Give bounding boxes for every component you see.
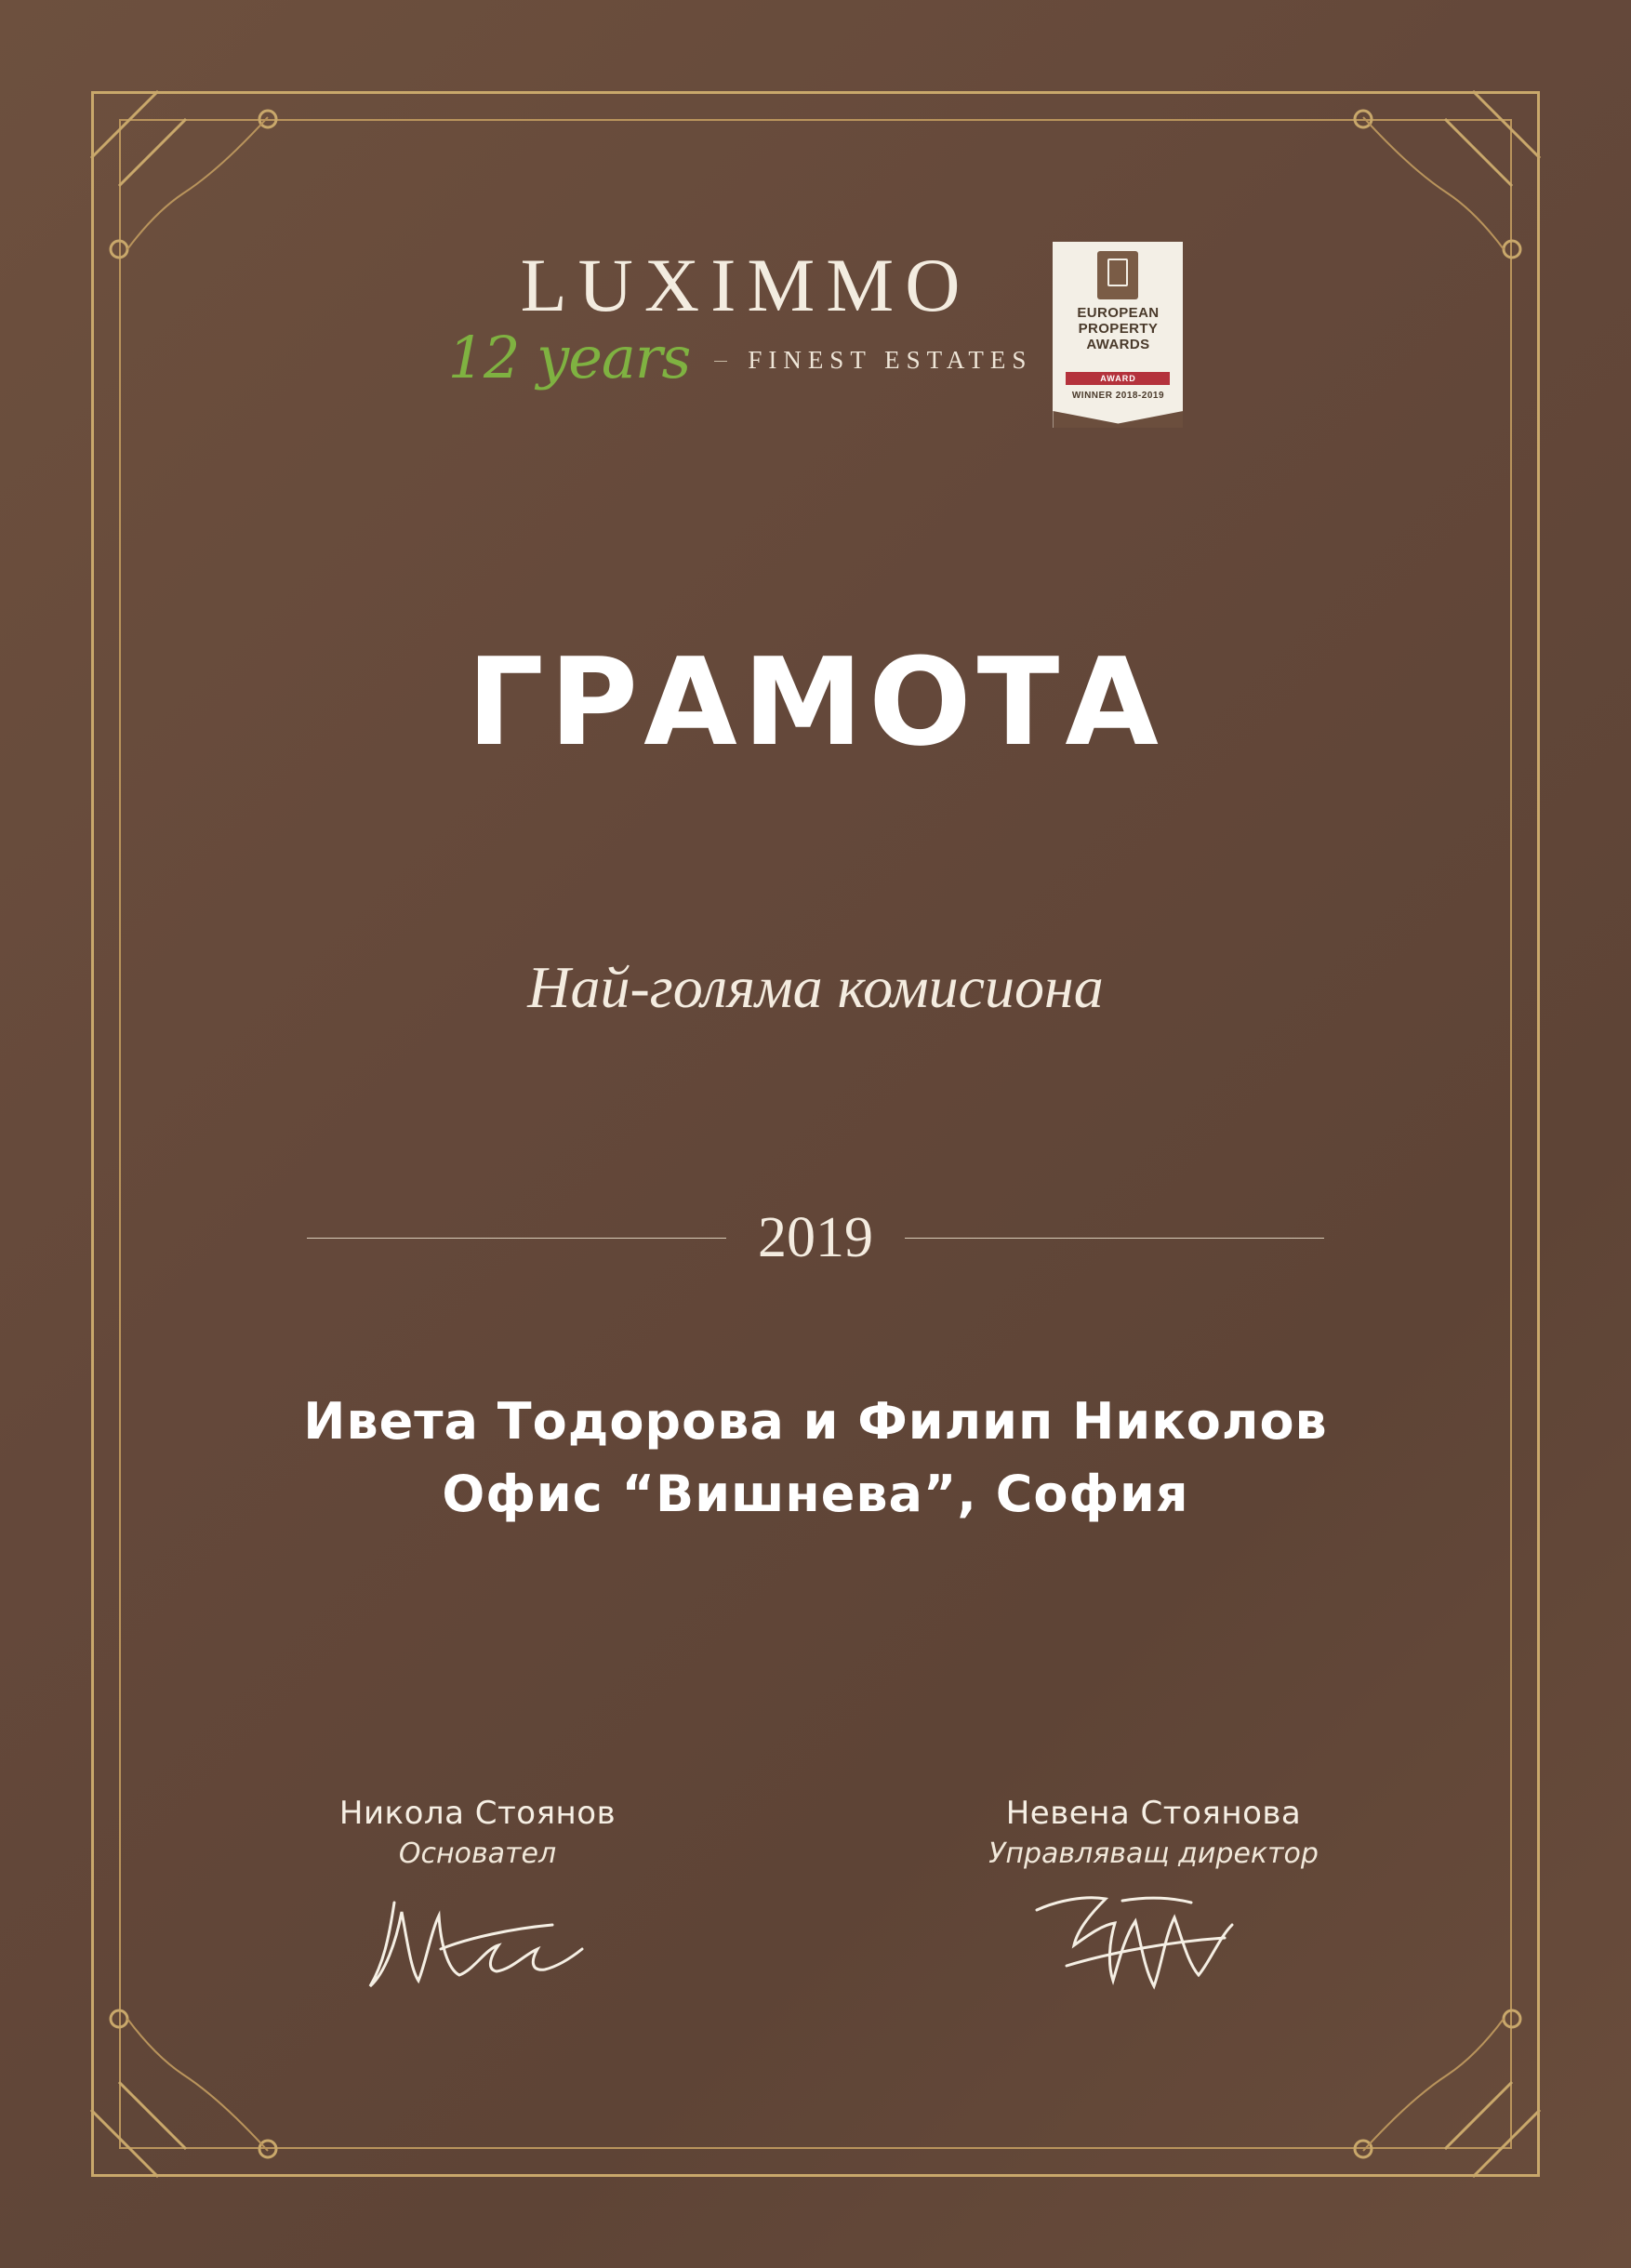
year-row xyxy=(307,1206,1324,1269)
certificate-year: 2019 xyxy=(758,1206,873,1269)
recipient-line-1: Ивета Тодорова и Филип Николов xyxy=(303,1392,1328,1451)
european-property-awards-badge xyxy=(1053,242,1183,428)
certificate-title: ГРАМОТА xyxy=(467,631,1164,773)
badge-line-1: EUROPEAN xyxy=(1077,305,1160,321)
signature-mark xyxy=(866,1879,1442,2009)
brand-years: 12 years xyxy=(447,324,691,391)
badge-winner-label: WINNER 2018-2019 xyxy=(1071,391,1165,401)
year-rule-right xyxy=(905,1238,1324,1239)
signature-block-founder xyxy=(190,1795,766,2009)
badge-bar-label: AWARD xyxy=(1100,374,1136,383)
year-rule-left xyxy=(307,1238,726,1239)
signature-mark xyxy=(190,1879,766,2009)
badge-award-bar xyxy=(1066,372,1170,385)
signature-role: Основател xyxy=(398,1837,557,1870)
badge-line-2: PROPERTY xyxy=(1078,321,1159,337)
recipient-line-2: Офис “Вишнева”, София xyxy=(442,1465,1189,1523)
brand-logo-area xyxy=(0,240,1631,428)
signature-name: Никола Стоянов xyxy=(338,1795,617,1832)
logo-divider xyxy=(714,361,727,362)
signatures-area xyxy=(139,1795,1492,2009)
brand-name: LUXIMMO xyxy=(520,243,972,327)
recipient-block xyxy=(112,1386,1519,1531)
signature-role: Управляващ директор xyxy=(988,1837,1319,1870)
certificate-subtitle: Най-голяма комисиона xyxy=(527,954,1104,1020)
crest-icon xyxy=(1097,251,1138,299)
signature-block-managing-director xyxy=(866,1795,1442,2009)
badge-line-3: AWARDS xyxy=(1086,337,1150,352)
signature-name: Невена Стоянова xyxy=(1005,1795,1302,1832)
brand-tagline: FINEST ESTATES xyxy=(748,345,1033,374)
